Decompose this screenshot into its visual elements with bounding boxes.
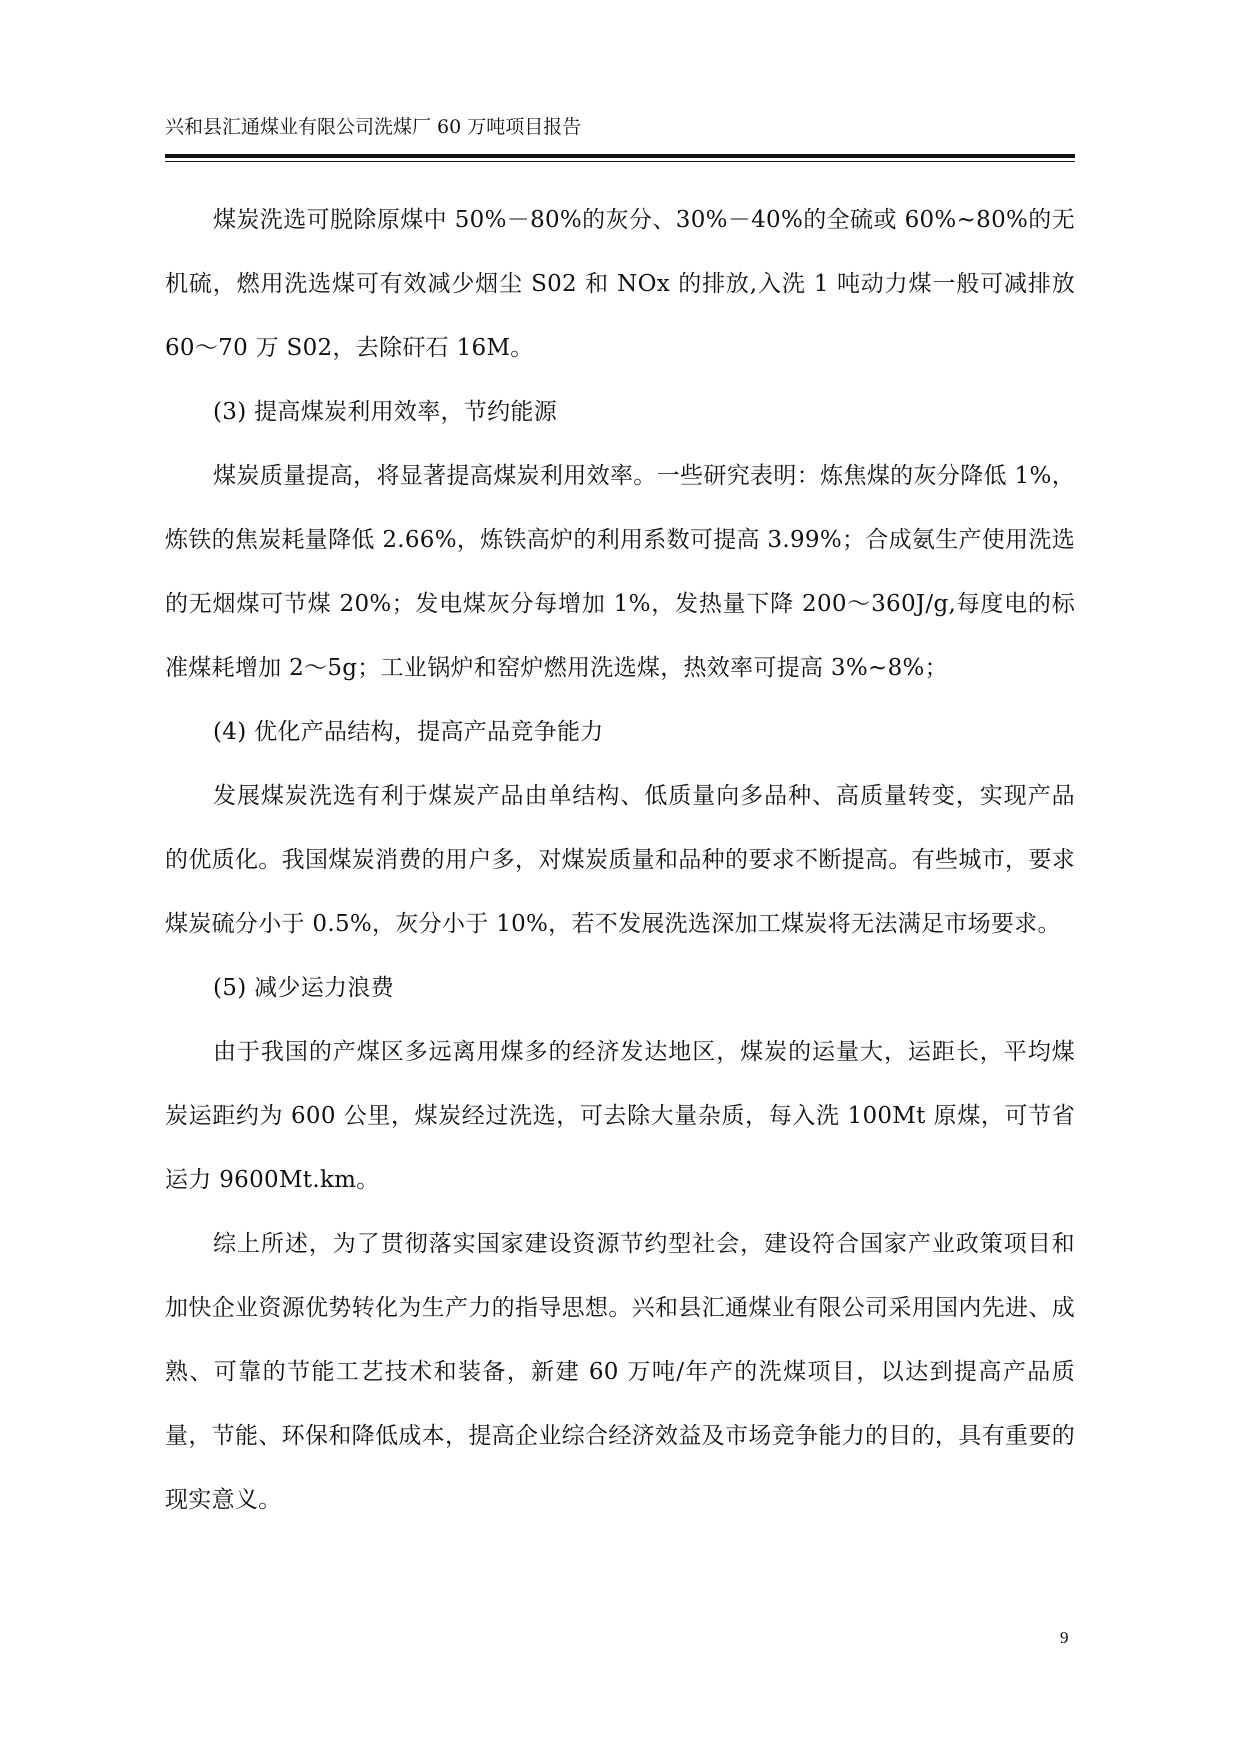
paragraph-transport: 由于我国的产煤区多远离用煤多的经济发达地区，煤炭的运量大，运距长，平均煤炭运距约为 600 公里，煤炭经过洗选，可去除大量杂质，每入洗 100Mt 原煤，可节省运力 9600Mt.km。 [165,1039,1075,1193]
paragraph-sulfur-removal: 煤炭洗选可脱除原煤中 50%－80%的灰分、30%－40%的全硫或 60%~80%的无机硫，燃用洗选煤可有效减少烟尘 S02 和 NOx 的排放,入洗 1 吨动力煤一般可减排放 60～70 万 S02，去除矸石 16M。 [165,207,1075,361]
paragraph-summary: 综上所述，为了贯彻落实国家建设资源节约型社会，建设符合国家产业政策项目和加快企业资源优势转化为生产力的指导思想。兴和县汇通煤业有限公司采用国内先进、成熟、可靠的节能工艺技术和装备，新建 60 万吨/年产的洗煤项目，以达到提高产品质量，节能、环保和降低成本，提高企业综合经济效益及市场竞争能力的目的，具有重要的现实意义。 [165,1231,1075,1513]
heading-efficiency: (3) 提高煤炭利用效率，节约能源 [213,399,557,425]
document-body [165,188,1075,1532]
page-header [165,112,1075,142]
paragraph-product-structure: 发展煤炭洗选有利于煤炭产品由单结构、低质量向多品种、高质量转变，实现产品的优质化。我国煤炭消费的用户多，对煤炭质量和品种的要求不断提高。有些城市，要求煤炭硫分小于 0.5%，灰分小于 10%，若不发展洗选深加工煤炭将无法满足市场要求。 [165,783,1075,937]
heading-transport: (5) 减少运力浪费 [213,975,394,1001]
paragraph-efficiency: 煤炭质量提高，将显著提高煤炭利用效率。一些研究表明：炼焦煤的灰分降低 1%，炼铁的焦炭耗量降低 2.66%，炼铁高炉的利用系数可提高 3.99%；合成氨生产使用洗选的无烟煤可节煤 20%；发电煤灰分每增加 1%，发热量下降 200～360J/g,每度电的标准煤耗增加 2～5g；工业锅炉和窑炉燃用洗选煤，热效率可提高 3%~8%； [165,463,1075,681]
heading-product-structure: (4) 优化产品结构，提高产品竞争能力 [213,719,604,745]
header-rule-thin [165,161,1075,162]
header-rule-thick [165,154,1075,158]
page-number: 9 [1060,1628,1069,1647]
header-title: 兴和县汇通煤业有限公司洗煤厂 60 万吨项目报告 [165,116,582,138]
